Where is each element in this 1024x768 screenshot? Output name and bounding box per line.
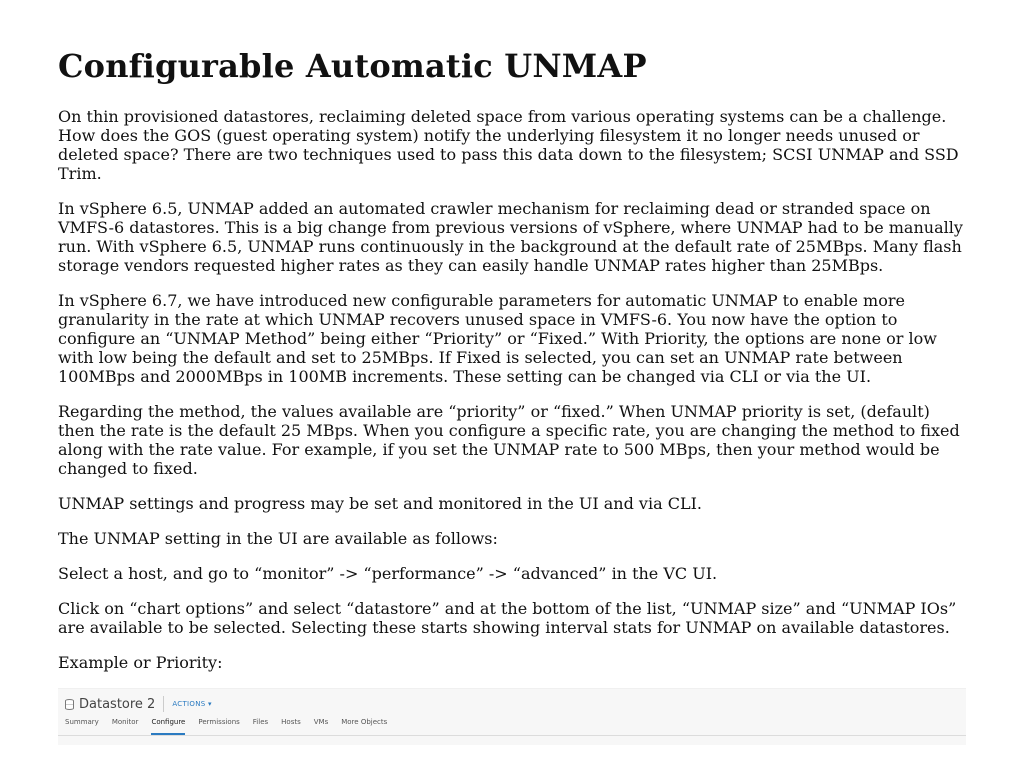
datastore-header <box>65 693 212 715</box>
tab-vms[interactable]: VMs <box>313 718 329 726</box>
tab-configure[interactable]: Configure <box>151 718 185 735</box>
article-title: Configurable Automatic UNMAP <box>58 47 647 85</box>
datastore-title: Datastore 2 <box>79 696 156 712</box>
tabs-divider <box>58 735 966 736</box>
actions-menu-button[interactable]: ACTIONS ▾ <box>172 700 212 708</box>
tab-files[interactable]: Files <box>252 718 269 726</box>
paragraph-ui-settings: The UNMAP setting in the UI are available as follows: <box>58 529 498 548</box>
tab-hosts[interactable]: Hosts <box>281 718 301 726</box>
datastore-icon <box>65 699 74 710</box>
tab-more-objects[interactable]: More Objects <box>341 718 388 726</box>
paragraph-vsphere-67: In vSphere 6.7, we have introduced new configurable parameters for automatic UNMAP to enable more granularity in the rate at which UNMAP recovers unused space in VMFS-6. You now have the option to configure an “UNMAP Method” being either “Priority” or “Fixed.” With Priority, the options are none or low with low being the default and set to 25MBps. If Fixed is selected, you can set an UNMAP rate between 100MBps and 2000MBps in 100MB increments. These setting can be changed via CLI or via the UI. <box>58 291 937 386</box>
paragraph-chart-options: Click on “chart options” and select “datastore” and at the bottom of the list, “UNMAP size” and “UNMAP IOs” are available to be selected. Selecting these starts showing interval stats for UNMAP on available datastores. <box>58 599 957 637</box>
paragraph-thin-provisioning: On thin provisioned datastores, reclaiming deleted space from various operating systems can be a challenge. How does the GOS (guest operating system) notify the underlying filesystem it no longer needs unused or deleted space? There are two techniques used to pass this data down to the filesystem; SCSI UNMAP and SSD Trim. <box>58 107 959 183</box>
paragraph-select-host: Select a host, and go to “monitor” -> “performance” -> “advanced” in the VC UI. <box>58 564 718 583</box>
embedded-vsphere-screenshot <box>58 688 966 745</box>
paragraph-settings-progress: UNMAP settings and progress may be set and monitored in the UI and via CLI. <box>58 494 702 513</box>
tab-monitor[interactable]: Monitor <box>111 718 139 726</box>
paragraph-example-priority: Example or Priority: <box>58 653 223 672</box>
header-divider <box>163 696 164 712</box>
paragraph-vsphere-65: In vSphere 6.5, UNMAP added an automated crawler mechanism for reclaiming dead or stranded space on VMFS-6 datastores. This is a big change from previous versions of vSphere, where UNMAP had to be manually run. With vSphere 6.5, UNMAP runs continuously in the background at the default rate of 25MBps. Many flash storage vendors requested higher rates as they can easily handle UNMAP rates higher than 25MBps. <box>58 199 963 275</box>
article <box>58 44 968 688</box>
datastore-tabs <box>65 718 400 735</box>
tab-permissions[interactable]: Permissions <box>198 718 240 726</box>
paragraph-method: Regarding the method, the values available are “priority” or “fixed.” When UNMAP priority is set, (default) then the rate is the default 25 MBps. When you configure a specific rate, you are changing the method to fixed along with the rate value. For example, if you set the UNMAP rate to 500 MBps, then your method would be changed to fixed. <box>58 402 960 478</box>
tab-summary[interactable]: Summary <box>65 718 99 726</box>
